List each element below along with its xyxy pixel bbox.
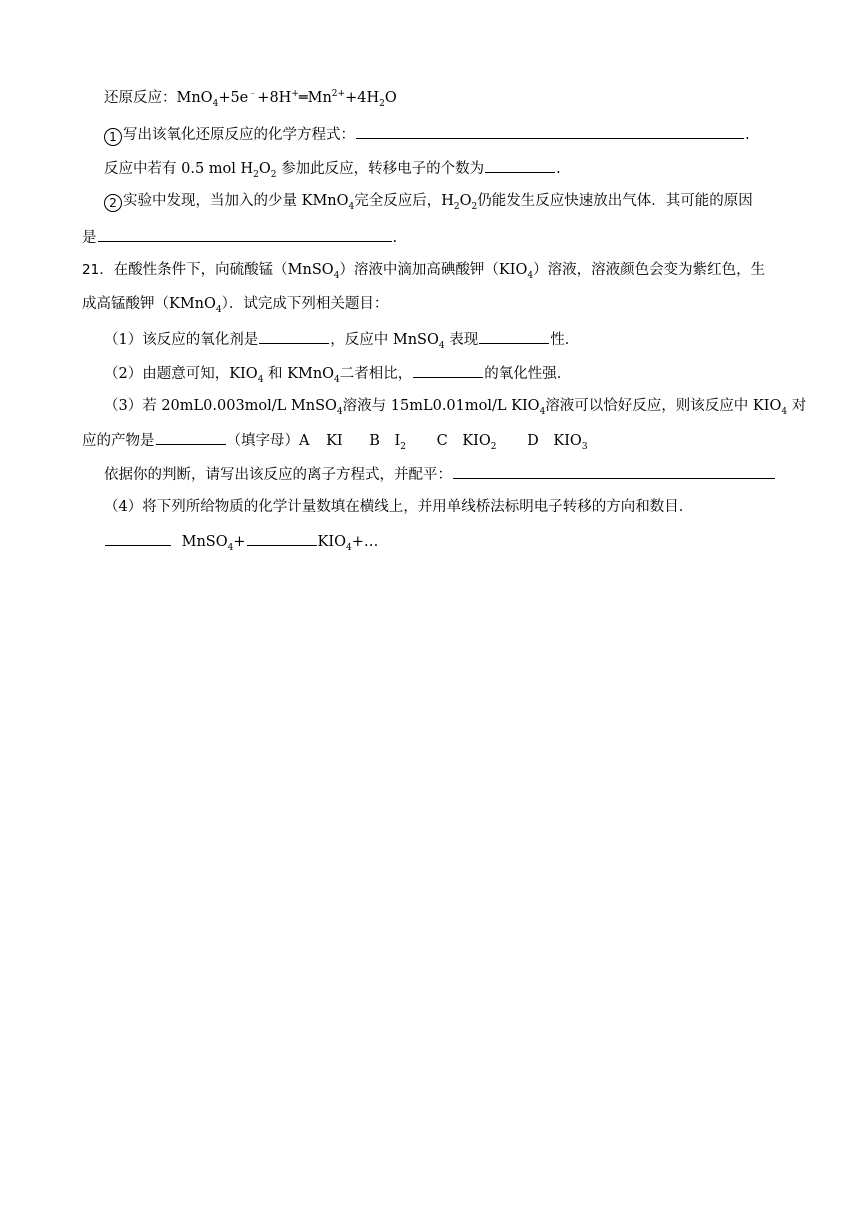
reduction-equation: $MnO_4+5e^﹣+8H^+═Mn^{2+}+4H_2O$ <box>176 89 397 109</box>
reduction-prefix: 还原反应： <box>104 90 177 106</box>
problem-21-text-2: ）溶液中滴加高碘酸钾（KIO <box>339 262 528 278</box>
answer-blank-coefficient-mnso4[interactable] <box>105 530 171 546</box>
question-2b-text: 是 <box>82 230 97 246</box>
option-a: KI <box>326 433 343 449</box>
sub-question-4-text: （4）将下列所给物质的化学计量数填在横线上，并用单线桥法标明电子转移的方向和数目． <box>104 499 694 515</box>
sub-question-2-text: （2）由题意可知，KIO <box>104 366 258 382</box>
option-b-label: B <box>369 433 380 449</box>
sub-question-3-text-3: 溶液可以恰好反应，则该反应中 KIO <box>545 398 782 414</box>
sub-question-3-text: （3）若 20mL0.003mol/L MnSO <box>104 398 337 414</box>
problem-21-text: ．在酸性条件下，向硫酸锰（MnSO <box>99 262 334 278</box>
kio4-text: KIO <box>317 534 346 550</box>
sub-question-2-text-3: 二者相比， <box>339 366 413 382</box>
answer-blank-equation[interactable] <box>356 123 744 139</box>
answer-blank-property[interactable] <box>479 328 549 344</box>
ellipsis: +… <box>351 534 379 550</box>
judgement-line <box>104 463 776 485</box>
sub-question-4-line <box>104 497 693 517</box>
sub-question-2-text-2: 和 KMnO <box>268 366 335 382</box>
question-1-text: 写出该氧化还原反应的化学方程式： <box>123 127 355 143</box>
question-1-line <box>104 123 750 146</box>
sub-question-3-text-2: 溶液与 15mL0.01mol/L KIO <box>342 398 540 414</box>
coefficient-line: MnSO$_4$+ $KIO_4+\dots$ <box>104 530 378 552</box>
sub-question-3b-text: 应的产物是 <box>82 433 155 449</box>
circled-two-marker: 2 <box>104 194 122 212</box>
sub-question-1-line: （1）该反应的氧化剂是 ，反应中 MnSO$_4$ 表现 性． <box>104 328 579 350</box>
problem-21b-text: 成高锰酸钾（KMnO <box>82 296 216 312</box>
reduction-equation-line <box>104 88 397 108</box>
problem-21-line: 21．在酸性条件下，向硫酸锰（MnSO$_4$）溶液中滴加高碘酸钾$(KIO_4)$溶液，溶液颜色会变为紫红色，生 <box>82 262 766 281</box>
sub-question-2-line: （2）由题意可知，$KIO_4$ 和 KMnO$_4$二者相比， 的氧化性强． <box>104 362 571 384</box>
period: . <box>745 127 750 143</box>
answer-blank-oxidant[interactable] <box>259 328 329 344</box>
sub-question-3-text-4: 对 <box>791 398 807 414</box>
sub-question-1-text-2: ，反应中 MnSO <box>330 332 439 348</box>
problem-21-text-3: ）溶液，溶液颜色会变为紫红色，生 <box>533 262 766 278</box>
problem-21b-line: 成高锰酸钾（KMnO$_4$）．试完成下列相关题目： <box>82 296 389 315</box>
circled-one-marker: 1 <box>104 128 122 146</box>
sub-question-2-text-4: 的氧化性强． <box>484 366 572 382</box>
question-2-text: 实验中发现，当加入的少量 KMnO <box>123 193 349 209</box>
question-2-line: 2 实验中发现，当加入的少量 KMnO$_4$完全反应后，$H_2O_2$仍能发生反应快速放出气体．其可能的原因 <box>104 191 753 212</box>
option-c: KIO <box>462 433 491 449</box>
answer-blank-reason[interactable] <box>98 226 392 242</box>
judgement-text: 依据你的判断，请写出该反应的离子方程式，并配平： <box>104 467 452 483</box>
sub-question-1-text: （1）该反应的氧化剂是 <box>104 332 259 348</box>
option-d: KIO <box>553 433 582 449</box>
question-1b-text-2: 参加此反应，转移电子的个数为 <box>281 161 485 177</box>
option-d-label: D <box>527 433 539 449</box>
period: . <box>392 230 398 246</box>
sub-question-3b-line: 应的产物是 （填字母）A KI B $I_2$ C $KIO_2$ D $KIO_3$ <box>82 429 588 451</box>
option-c-label: C <box>436 433 448 449</box>
answer-blank-coefficient-kio4[interactable] <box>247 530 317 546</box>
period: . <box>556 161 561 177</box>
question-2b-line <box>82 226 397 248</box>
problem-21b-text-2: ）．试完成下列相关题目： <box>221 296 389 312</box>
question-2-text-3: 仍能发生反应快速放出气体．其可能的原因 <box>477 193 753 209</box>
answer-blank-electrons[interactable] <box>485 157 555 173</box>
question-1b-text: 反应中若有 0.5 mol H <box>104 161 254 177</box>
plus-sign: + <box>233 534 246 550</box>
mnso4-text: MnSO <box>181 534 228 550</box>
question-1b-line: 反应中若有 0.5 mol $H_2O_2$ 参加此反应，转移电子的个数为 . <box>104 157 561 179</box>
answer-blank-ionic-equation[interactable] <box>453 463 775 479</box>
sub-question-1-text-3: 表现 <box>449 332 479 348</box>
sub-question-3b-text-2: （填字母）A <box>226 433 310 449</box>
question-2-text-2: 完全反应后，H <box>354 193 454 209</box>
sub-question-3-line: （3）若 20mL0.003mol/L MnSO$_4$溶液与 15mL0.01mol/L $KIO_4$溶液可以恰好反应，则该反应中 $KIO_4$ 对 <box>104 398 807 417</box>
sub-question-1-text-4: 性． <box>550 332 580 348</box>
option-b: I <box>394 433 401 449</box>
answer-blank-product[interactable] <box>156 429 226 445</box>
problem-number: 21 <box>82 262 100 278</box>
answer-blank-stronger[interactable] <box>413 362 483 378</box>
